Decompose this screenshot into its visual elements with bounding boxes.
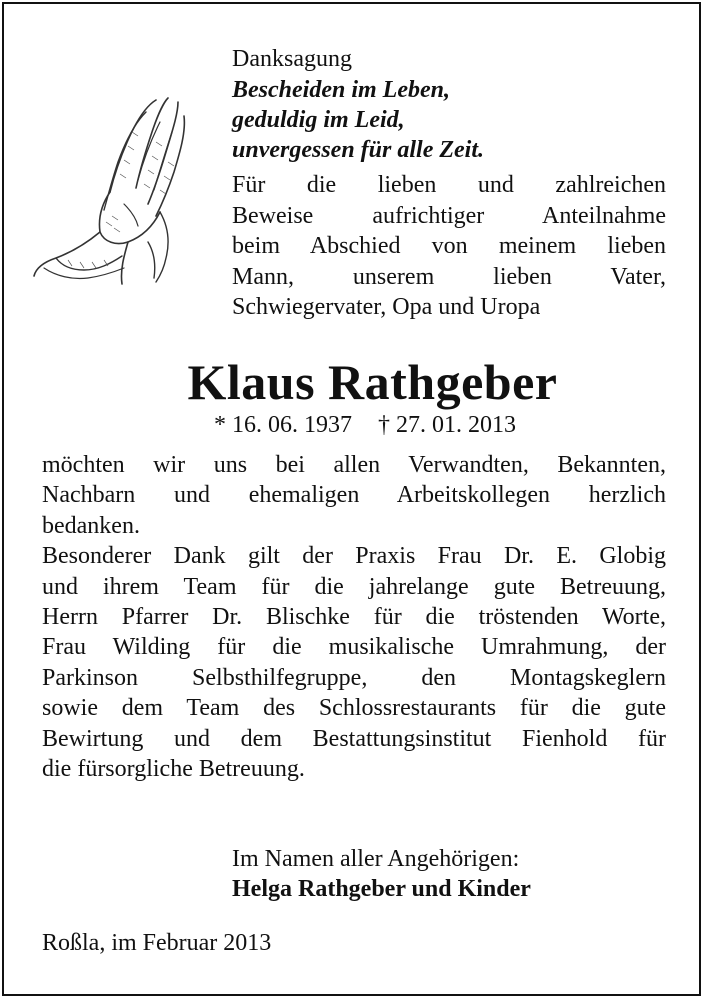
thanks-body xyxy=(42,450,666,784)
birth-date: * 16. 06. 1937 xyxy=(214,412,352,438)
motto-line: Bescheiden im Leben, xyxy=(232,77,450,103)
thanks-intro xyxy=(232,170,666,323)
body-line: Besonderer Dank gilt der Praxis Frau Dr. E. Globig xyxy=(42,543,666,570)
body-line: Nachbarn und ehemaligen Arbeitskollegen herzlich xyxy=(42,482,666,509)
deceased-name: Klaus Rathgeber xyxy=(187,354,558,410)
intro-block xyxy=(232,44,666,323)
intro-line: Schwiegervater, Opa und Uropa xyxy=(232,294,541,320)
body-line: Parkinson Selbsthilfegruppe, den Montagskeglern xyxy=(42,664,666,691)
intro-line: Mann, unserem lieben Vater, xyxy=(232,263,666,290)
motto-line: geduldig im Leid, xyxy=(232,107,405,133)
body-line: Herrn Pfarrer Dr. Blischke für die tröstenden Worte, xyxy=(42,604,666,631)
intro-line: Beweise aufrichtiger Anteilnahme xyxy=(232,202,666,229)
intro-line: Für die lieben und zahlreichen xyxy=(232,172,666,198)
notice-type-label: Danksagung xyxy=(232,46,352,72)
body-line: die fürsorgliche Betreuung. xyxy=(42,756,305,783)
signature-name: Helga Rathgeber und Kinder xyxy=(232,876,531,902)
intro-line: beim Abschied von meinem lieben xyxy=(232,233,666,259)
place-date: Roßla, im Februar 2013 xyxy=(42,930,272,956)
body-line: und ihrem Team für die jahrelange gute Betreuung, xyxy=(42,573,666,600)
life-dates xyxy=(0,410,707,440)
death-date: † 27. 01. 2013 xyxy=(378,412,516,438)
motto xyxy=(232,75,666,165)
motto-line: unvergessen für alle Zeit. xyxy=(232,137,484,163)
body-line: bedanken. xyxy=(42,512,140,539)
body-line: Bewirtung und dem Bestattungsinstitut Fienhold für xyxy=(42,725,666,752)
praying-hands-icon xyxy=(28,92,194,288)
signature-intro: Im Namen aller Angehörigen: xyxy=(232,846,520,872)
signature-block xyxy=(232,844,662,904)
body-line: Frau Wilding für die musikalische Umrahmung, der xyxy=(42,634,666,661)
body-line: sowie dem Team des Schlossrestaurants für die gute xyxy=(42,695,666,722)
body-line: möchten wir uns bei allen Verwandten, Bekannten, xyxy=(42,452,666,478)
